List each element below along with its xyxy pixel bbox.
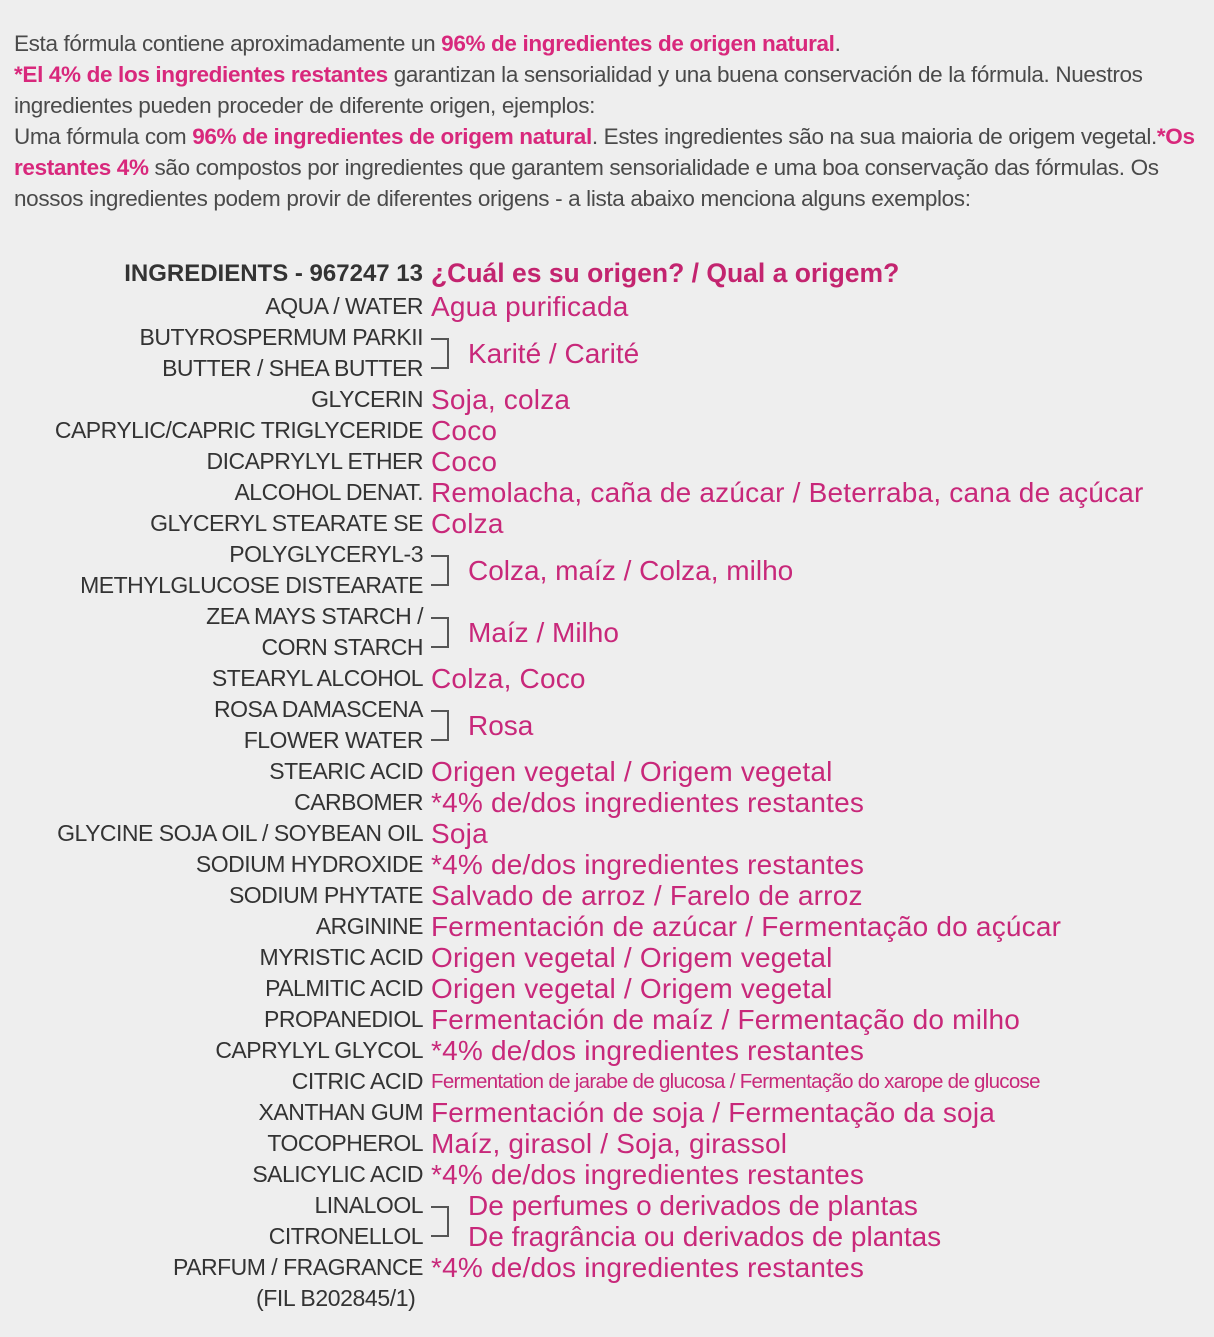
ingredient-name: SODIUM PHYTATE [228,882,423,908]
intro-portuguese: Uma fórmula com 96% de ingredientes de origem natural. Estes ingredientes são na sua maioria de origem vegetal.*Os restantes 4% são compostos por ingredientes que garantem sensorialidade e uma boa conservação das fórmulas. Os nossos ingredientes podem provir de diferentes origens - a lista abaixo menciona alguns exemplos: [14,124,1195,211]
origin-text: *4% de/dos ingredientes restantes [431,1159,865,1190]
origin-text: Fermentación de maíz / Fermentação do milho [431,1004,1021,1035]
origin-text: Coco [431,415,498,446]
bracket-icon [431,555,449,586]
bracket-icon [431,710,449,741]
table-row [0,384,1214,415]
ingredients-table [0,256,1214,1311]
ingredient-name: XANTHAN GUM [258,1099,423,1125]
ingredient-name: STEARIC ACID [269,758,423,784]
intro-text [14,28,1206,214]
table-row [0,1066,1214,1097]
table-row [0,1097,1214,1128]
ingredient-name: CARBOMER [294,789,423,815]
ingredient-name: ARGININE [315,913,423,939]
table-row [0,415,1214,446]
ingredient-name: AQUA / WATER [265,293,423,319]
ingredient-name: CITRIC ACID [291,1068,423,1094]
table-row [0,849,1214,880]
origin-heading: ¿Cuál es su origen? / Qual a origem? [431,258,900,288]
origin-text: Colza [431,508,504,539]
table-row [0,322,1214,384]
table-row [0,787,1214,818]
table-row [0,973,1214,1004]
table-header [0,256,1214,291]
ingredient-name: POLYGLYCERYL-3 [229,541,423,567]
ingredient-name: ALCOHOL DENAT. [234,479,423,505]
origin-text: Remolacha, caña de azúcar / Beterraba, cana de açúcar [431,477,1144,508]
origin-text: Salvado de arroz / Farelo de arroz [431,880,863,911]
ingredient-name: STEARYL ALCOHOL [211,665,423,691]
ingredient-name: FLOWER WATER [243,727,423,753]
table-row [0,1190,1214,1252]
ingredient-name: SALICYLIC ACID [252,1161,423,1187]
highlight: *El 4% de los ingredientes restantes [14,62,388,87]
origin-text: *4% de/dos ingredientes restantes [431,1252,865,1283]
table-row [0,942,1214,973]
table-row [0,818,1214,849]
origin-text: Colza, Coco [431,663,586,694]
ingredient-name: ROSA DAMASCENA [214,696,423,722]
table-row [0,508,1214,539]
ingredient-name: LINALOOL [314,1192,423,1218]
origin-text: Coco [431,446,498,477]
ingredient-name: PARFUM / FRAGRANCE [173,1254,423,1280]
bracket-icon [431,1206,449,1237]
ingredient-name: GLYCERYL STEARATE SE [150,510,423,536]
ingredient-name: CAPRYLIC/CAPRIC TRIGLYCERIDE [54,417,423,443]
bracket-icon [431,617,449,648]
table-row [0,756,1214,787]
table-row [0,1252,1214,1283]
origin-text: *4% de/dos ingredientes restantes [431,1035,865,1066]
origin-text: Origen vegetal / Origem vegetal [431,973,833,1004]
origin-text: Origen vegetal / Origem vegetal [431,942,833,973]
table-row [0,539,1214,601]
ingredient-name: GLYCERIN [311,386,423,412]
highlight: 96% de ingredientes de origem natural [192,124,592,149]
origin-text: Rosa [468,710,534,741]
origin-text: Fermentación de soja / Fermentação da soja [431,1097,996,1128]
table-row [0,694,1214,756]
table-row [0,1035,1214,1066]
table-row [0,1004,1214,1035]
ingredient-name: ZEA MAYS STARCH / [206,603,423,629]
highlight: *Os restantes 4% [14,124,1195,180]
origin-text: Fermentación de azúcar / Fermentação do açúcar [431,911,1062,942]
ingredient-name: TOCOPHEROL [267,1130,423,1156]
table-row [0,880,1214,911]
origin-text: Soja, colza [431,384,571,415]
footer-code: (FIL B202845/1) [256,1285,416,1311]
ingredient-name: CAPRYLYL GLYCOL [215,1037,423,1063]
ingredient-name: GLYCINE SOJA OIL / SOYBEAN OIL [57,820,423,846]
table-row [0,477,1214,508]
table-row [0,1128,1214,1159]
origin-text: Origen vegetal / Origem vegetal [431,756,833,787]
ingredient-name: SODIUM HYDROXIDE [195,851,423,877]
origin-text: Maíz, girasol / Soja, girassol [431,1128,788,1159]
ingredient-name: PALMITIC ACID [265,975,423,1001]
origin-text: De fragrância ou derivados de plantas [468,1221,942,1252]
ingredients-heading: INGREDIENTS - 967247 13 [124,260,423,287]
ingredient-rows [0,291,1214,1283]
ingredient-name: MYRISTIC ACID [259,944,423,970]
origin-text: Fermentation de jarabe de glucosa / Fermentação do xarope de glucose [431,1070,1040,1093]
ingredient-name: BUTTER / SHEA BUTTER [162,355,423,381]
origin-text: *4% de/dos ingredientes restantes [431,849,865,880]
ingredient-name: CORN STARCH [261,634,423,660]
origin-text: De perfumes o derivados de plantas [468,1190,918,1221]
table-row [0,291,1214,322]
ingredient-name: METHYLGLUCOSE DISTEARATE [80,572,423,598]
origin-text: Maíz / Milho [468,617,619,648]
intro-spanish: Esta fórmula contiene aproximadamente un 96% de ingredientes de origen natural. *El 4% de los ingredientes restantes garantizan la sensorialidad y una buena conservación de la fórmula. Nuestros ingredientes pueden proceder de diferente origen, ejemplos: [14,31,1143,118]
table-row [0,1159,1214,1190]
origin-text: Colza, maíz / Colza, milho [468,555,794,586]
table-row [0,601,1214,663]
ingredient-name: PROPANEDIOL [264,1006,423,1032]
origin-text: Agua purificada [431,291,629,322]
highlight: 96% de ingredientes de origen natural [441,31,835,56]
table-row [0,663,1214,694]
ingredient-name: BUTYROSPERMUM PARKII [139,324,423,350]
table-row [0,446,1214,477]
table-row [0,911,1214,942]
origin-text: Soja [431,818,488,849]
ingredient-name: DICAPRYLYL ETHER [206,448,423,474]
ingredient-name: CITRONELLOL [268,1223,423,1249]
bracket-icon [431,338,449,369]
origin-text: Karité / Carité [468,338,640,369]
origin-text: *4% de/dos ingredientes restantes [431,787,865,818]
